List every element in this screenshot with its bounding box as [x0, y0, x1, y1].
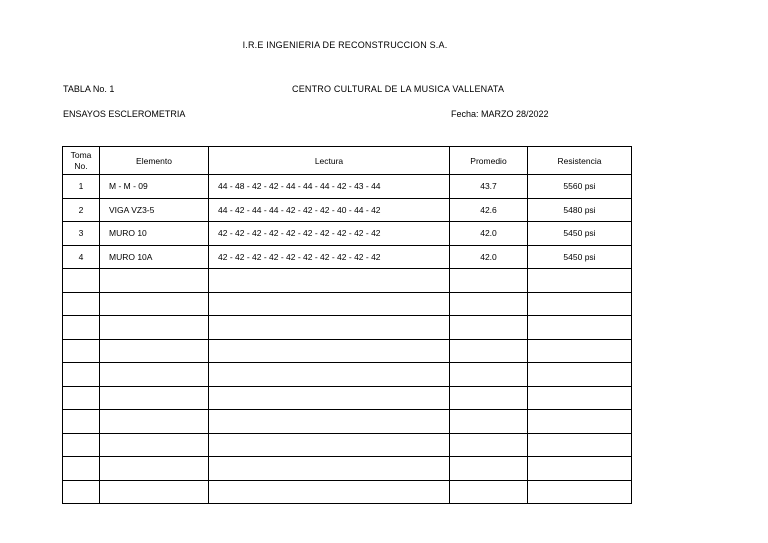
header-resistencia: Resistencia [528, 147, 632, 175]
empty-row [63, 292, 632, 316]
empty-cell [209, 292, 450, 316]
empty-cell [63, 339, 100, 363]
empty-cell [450, 363, 528, 387]
empty-cell [100, 457, 209, 481]
empty-cell [528, 316, 632, 340]
empty-cell [100, 480, 209, 504]
header-lectura: Lectura [209, 147, 450, 175]
empty-row [63, 410, 632, 434]
empty-cell [100, 363, 209, 387]
empty-row [63, 457, 632, 481]
company-title: I.R.E INGENIERIA DE RECONSTRUCCION S.A. [242, 40, 448, 50]
cell-resistencia: 5450 psi [528, 245, 632, 269]
empty-cell [528, 457, 632, 481]
cell-promedio: 42.0 [450, 245, 528, 269]
empty-cell [450, 316, 528, 340]
empty-cell [63, 363, 100, 387]
cell-lectura: 42 - 42 - 42 - 42 - 42 - 42 - 42 - 42 - 42 - 42 [209, 245, 450, 269]
results-table [62, 146, 632, 504]
empty-cell [209, 269, 450, 293]
cell-lectura: 44 - 48 - 42 - 42 - 44 - 44 - 44 - 42 - 43 - 44 [209, 175, 450, 199]
table-header-row [63, 147, 632, 175]
empty-cell [450, 386, 528, 410]
empty-cell [209, 457, 450, 481]
empty-cell [450, 410, 528, 434]
cell-resistencia: 5560 psi [528, 175, 632, 199]
cell-toma: 3 [63, 222, 100, 246]
empty-cell [450, 269, 528, 293]
empty-row [63, 316, 632, 340]
table-row [63, 175, 632, 199]
cell-elemento: VIGA VZ3-5 [100, 198, 209, 222]
cell-promedio: 42.0 [450, 222, 528, 246]
empty-cell [63, 410, 100, 434]
empty-cell [528, 433, 632, 457]
cell-resistencia: 5450 psi [528, 222, 632, 246]
empty-cell [100, 292, 209, 316]
empty-cell [528, 292, 632, 316]
header-promedio: Promedio [450, 147, 528, 175]
empty-cell [450, 433, 528, 457]
empty-cell [450, 339, 528, 363]
report-date: Fecha: MARZO 28/2022 [451, 109, 549, 119]
empty-cell [528, 269, 632, 293]
cell-lectura: 42 - 42 - 42 - 42 - 42 - 42 - 42 - 42 - 42 - 42 [209, 222, 450, 246]
empty-cell [100, 269, 209, 293]
empty-cell [209, 339, 450, 363]
empty-cell [450, 480, 528, 504]
empty-row [63, 386, 632, 410]
cell-toma: 1 [63, 175, 100, 199]
empty-cell [100, 316, 209, 340]
empty-cell [528, 386, 632, 410]
header-toma [63, 147, 100, 175]
cell-promedio: 42.6 [450, 198, 528, 222]
empty-cell [209, 386, 450, 410]
header-toma-line1: Toma [70, 149, 92, 160]
table-row [63, 198, 632, 222]
cell-elemento: MURO 10A [100, 245, 209, 269]
empty-cell [209, 433, 450, 457]
empty-cell [63, 457, 100, 481]
empty-cell [528, 339, 632, 363]
empty-cell [100, 386, 209, 410]
empty-row [63, 480, 632, 504]
empty-cell [209, 410, 450, 434]
header-toma-line2: No. [74, 160, 88, 171]
empty-cell [209, 363, 450, 387]
empty-cell [209, 316, 450, 340]
empty-cell [528, 410, 632, 434]
empty-cell [63, 292, 100, 316]
cell-lectura: 44 - 42 - 44 - 44 - 42 - 42 - 42 - 40 - 44 - 42 [209, 198, 450, 222]
cell-promedio: 43.7 [450, 175, 528, 199]
empty-cell [63, 433, 100, 457]
empty-row [63, 433, 632, 457]
cell-elemento: M - M - 09 [100, 175, 209, 199]
cell-toma: 2 [63, 198, 100, 222]
header-elemento: Elemento [100, 147, 209, 175]
empty-cell [63, 316, 100, 340]
table-row [63, 245, 632, 269]
empty-cell [209, 480, 450, 504]
cell-elemento: MURO 10 [100, 222, 209, 246]
project-name: CENTRO CULTURAL DE LA MUSICA VALLENATA [292, 84, 505, 94]
empty-cell [450, 292, 528, 316]
empty-cell [63, 480, 100, 504]
empty-cell [63, 269, 100, 293]
cell-resistencia: 5480 psi [528, 198, 632, 222]
cell-toma: 4 [63, 245, 100, 269]
empty-row [63, 363, 632, 387]
test-type: ENSAYOS ESCLEROMETRIA [63, 109, 186, 119]
empty-cell [528, 363, 632, 387]
table-row [63, 222, 632, 246]
empty-cell [63, 386, 100, 410]
empty-row [63, 339, 632, 363]
empty-cell [450, 457, 528, 481]
empty-cell [100, 339, 209, 363]
empty-row [63, 269, 632, 293]
empty-cell [100, 410, 209, 434]
empty-cell [528, 480, 632, 504]
empty-cell [100, 433, 209, 457]
table-number: TABLA No. 1 [63, 84, 115, 94]
